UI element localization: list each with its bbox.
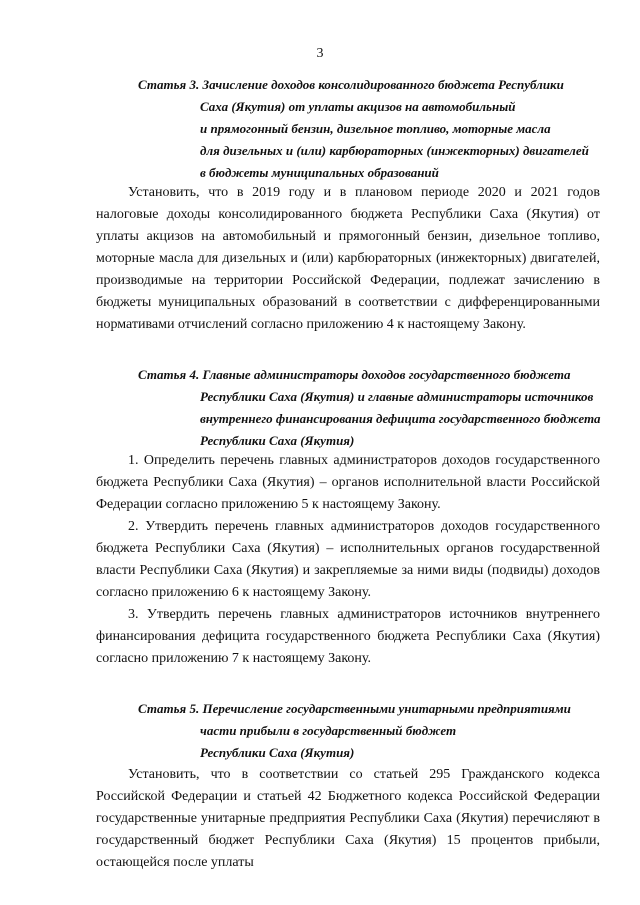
article-5-title-line-1: Статья 5. Перечисление государственными унитарными предприятиями <box>138 701 571 716</box>
article-3-title-line-5: в бюджеты муниципальных образований <box>200 165 439 180</box>
article-3-title-line-1: Статья 3. Зачисление доходов консолидированного бюджета Республики <box>138 77 564 92</box>
article-4-title-line-2: Республики Саха (Якутия) и главные администраторы источников <box>200 389 594 404</box>
article-4-paragraph-3: 3. Утвердить перечень главных администраторов источников внутреннего финансирования дефицита государственного бюджета Республики Саха (Якутия) согласно приложению 7 к настоящему Закону. <box>96 607 600 666</box>
article-3-paragraph-1: Установить, что в 2019 году и в плановом периоде 2020 и 2021 годов налоговые доходы консолидированного бюджета Республики Саха (Якутия) от уплаты акцизов на автомобильный и прямогонный бензин, дизельное топливо, моторные масла для дизельных и (или) карбюраторных (инжекторных) двигателей, производимые на территории Российской Федерации, подлежат зачислению в бюджеты муниципальных образований в соответствии с дифференцированными нормативами отчислений согласно приложению 4 к настоящему Закону. <box>96 185 600 332</box>
article-3-title-line-4: для дизельных и (или) карбюраторных (инжекторных) двигателей <box>200 143 589 158</box>
article-3-title <box>138 74 589 184</box>
article-5-title-line-3: Республики Саха (Якутия) <box>200 745 355 760</box>
article-4-title <box>138 364 601 452</box>
article-5-paragraph-1: Установить, что в соответствии со статьей 295 Гражданского кодекса Российской Федерации и статьей 42 Бюджетного кодекса Российской Федерации государственные унитарные предприятия Республики Саха (Якутия) перечисляют в государственный бюджет Республики Саха (Якутия) 15 процентов прибыли, остающейся после уплаты <box>96 767 600 870</box>
article-5-title <box>138 698 571 764</box>
article-4-paragraph-1: 1. Определить перечень главных администраторов доходов государственного бюджета Республики Саха (Якутия) – органов исполнительной власти Российской Федерации согласно приложению 5 к настоящему Закону. <box>96 453 600 512</box>
article-4-paragraph-2: 2. Утвердить перечень главных администраторов доходов государственного бюджета Республики Саха (Якутия) – исполнительных органов государственной власти Республики Саха (Якутия) и закрепляемые за ними виды (подвиды) доходов согласно приложению 6 к настоящему Закону. <box>96 519 600 600</box>
article-3-title-line-3: и прямогонный бензин, дизельное топливо, моторные масла <box>200 121 551 136</box>
article-4-title-line-4: Республики Саха (Якутия) <box>200 433 355 448</box>
page-number: 3 <box>316 46 324 61</box>
article-3-title-line-2: Саха (Якутия) от уплаты акцизов на автомобильный <box>200 99 516 114</box>
article-4-title-line-1: Статья 4. Главные администраторы доходов государственного бюджета <box>138 367 571 382</box>
article-5-title-line-2: части прибыли в государственный бюджет <box>200 723 457 738</box>
article-4-title-line-3: внутреннего финансирования дефицита государственного бюджета <box>200 411 601 426</box>
